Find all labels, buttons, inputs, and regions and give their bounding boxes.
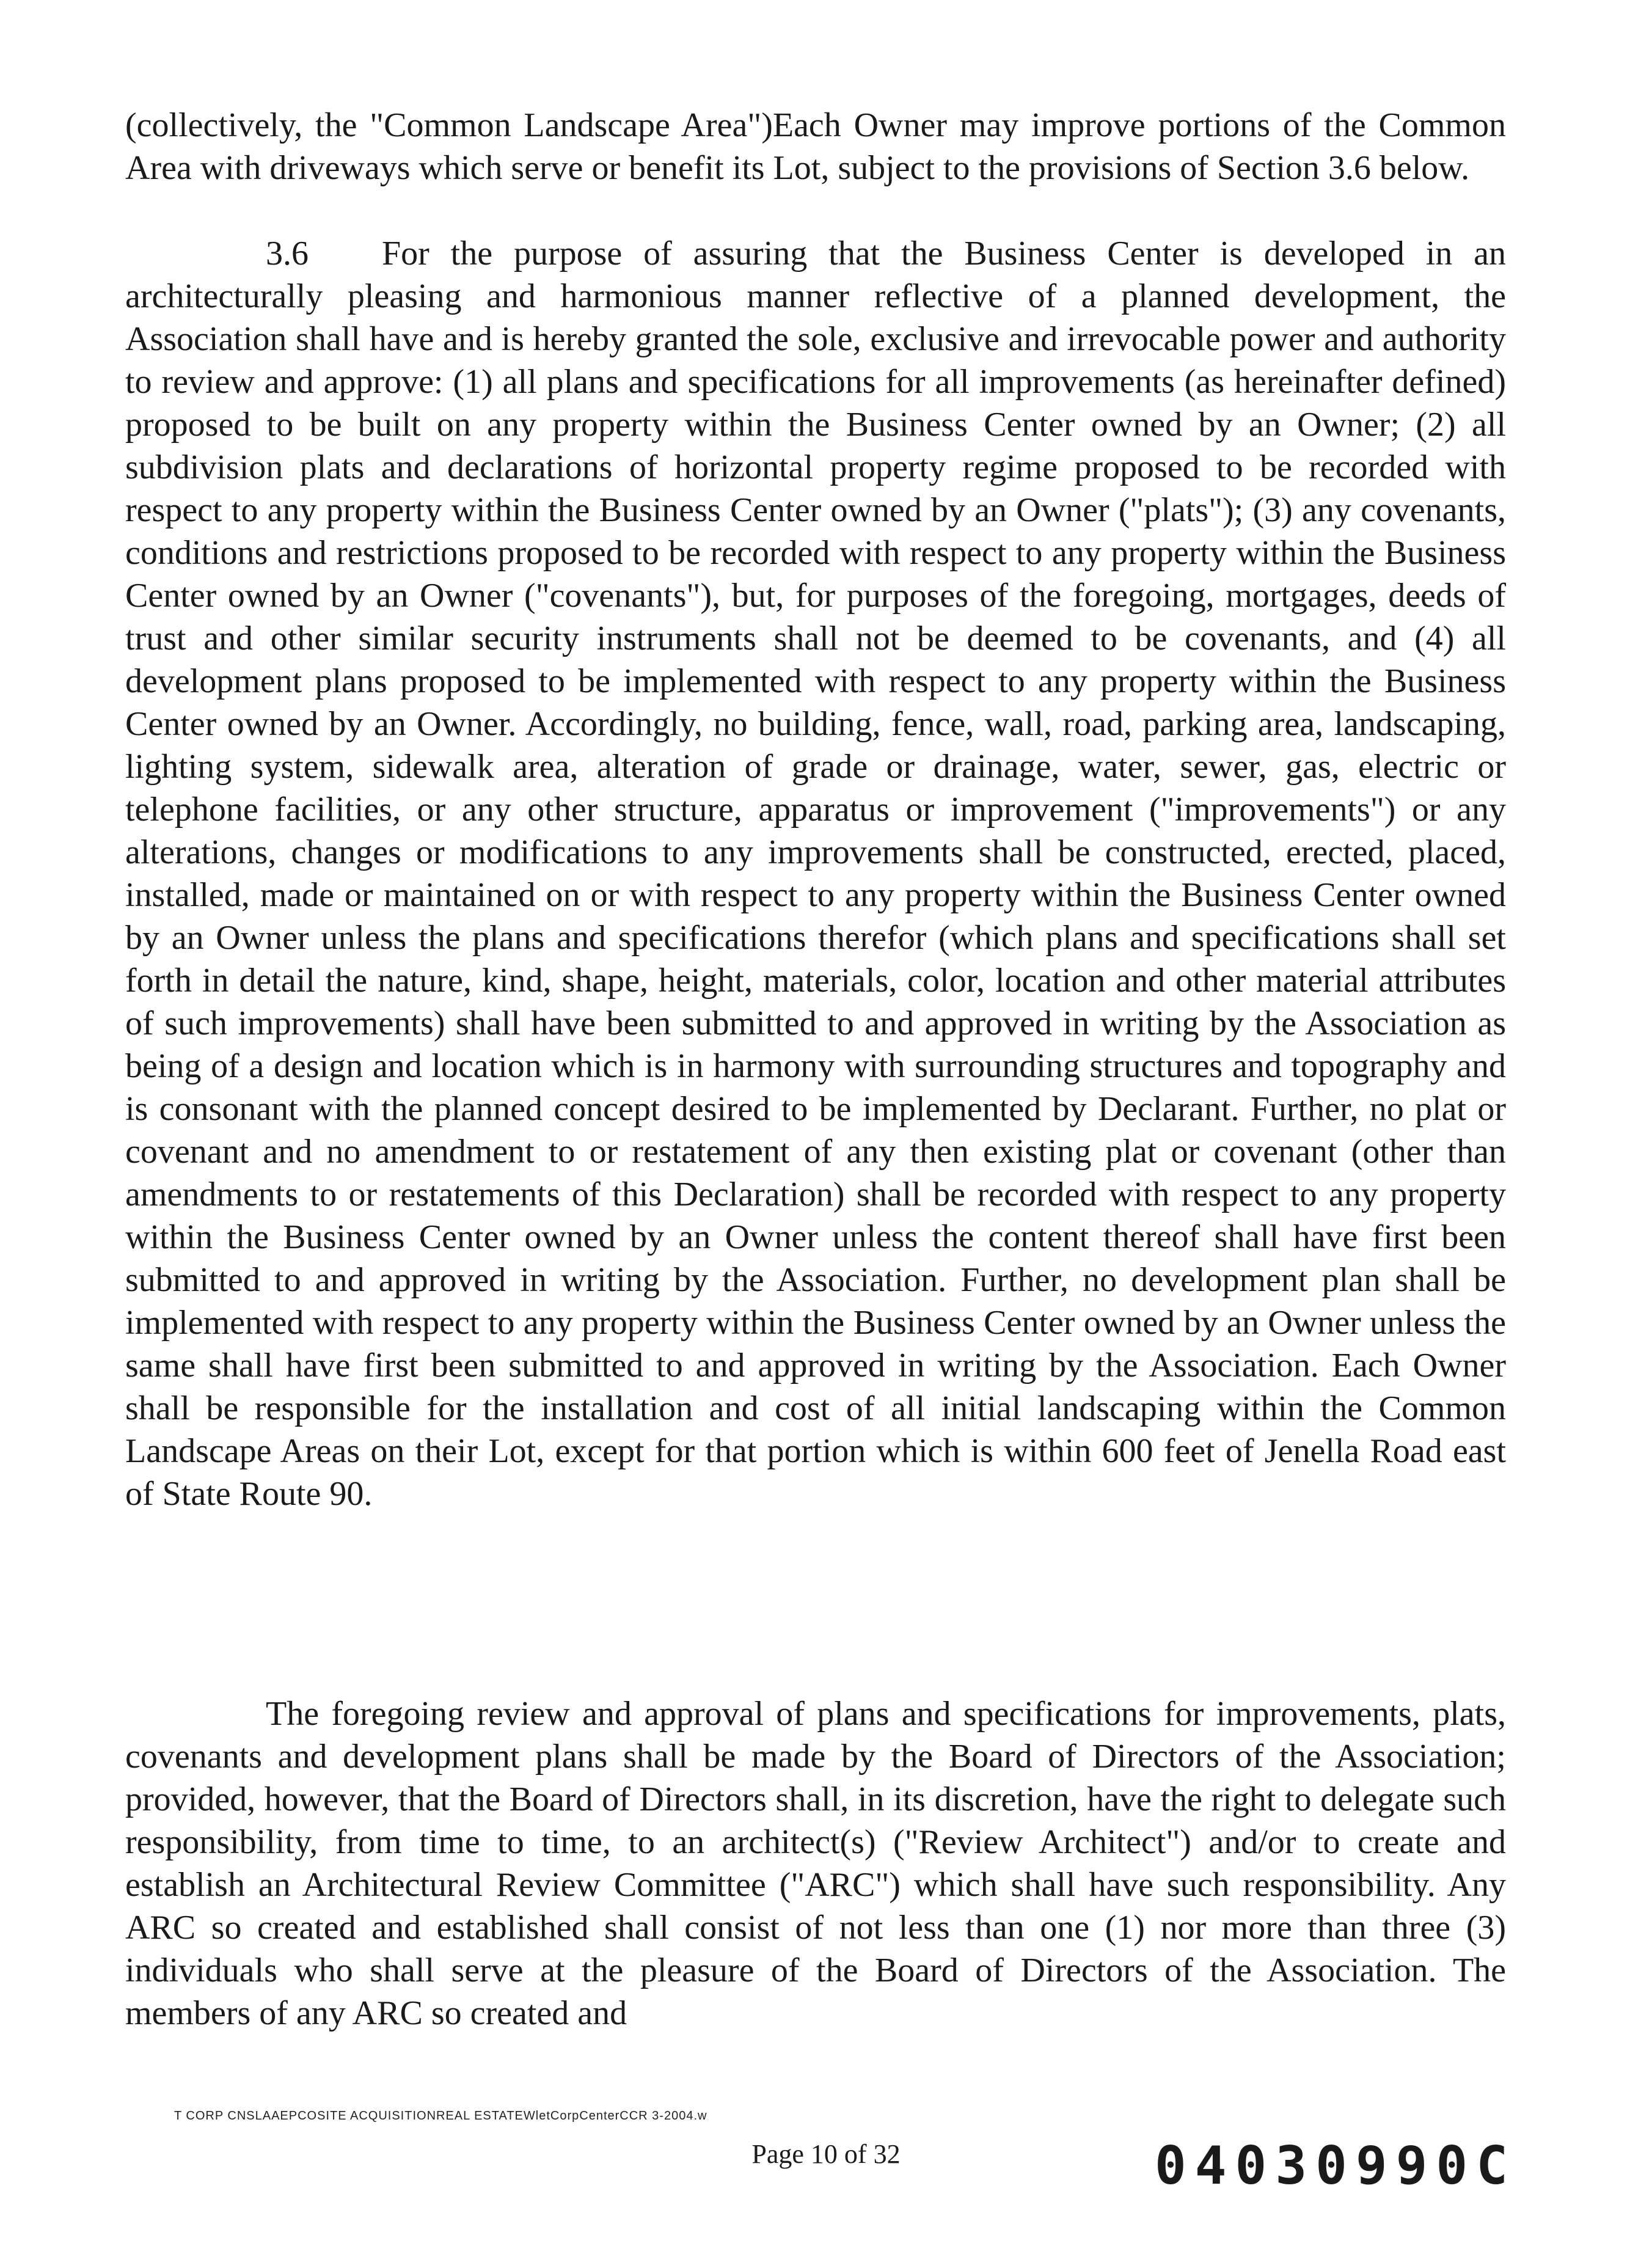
- review-paragraph: The foregoing review and approval of plans and specifications for improvements, plats, covenants and development plans shall be made by the Board of Directors of the Association; provided, however, that the Board of Directors shall, in its discretion, have the right to delegate such responsibility, from time to time, to an architect(s) ("Review Architect") and/or to create and establish an Architectural Review Committee ("ARC") which shall have such responsibility. Any ARC so created and established shall consist of not less than one (1) nor more than three (3) individuals who shall serve at the pleasure of the Board of Directors of the Association. The members of any ARC so created and: [125, 1695, 1506, 2032]
- document-control-number: 04030990C: [1155, 2135, 1516, 2197]
- page-number-label: Page 10 of 32: [751, 2139, 901, 2169]
- section-3-6-paragraph: [125, 232, 1506, 1515]
- intro-paragraph: (collectively, the "Common Landscape Area")Each Owner may improve portions of the Common Area with driveways which serve or benefit its Lot, subject to the provisions of Section 3.6 below.: [125, 106, 1506, 187]
- footer-file-path: T CORP CNSLAAEPCOSITE ACQUISITIONREAL ESTATEWletCorpCenterCCR 3-2004.w: [174, 2109, 707, 2123]
- section-number: 3.6: [266, 235, 309, 273]
- section-text: For the purpose of assuring that the Business Center is developed in an architecturally pleasing and harmonious manner reflective of a planned development, the Association shall have and is hereby granted the sole, exclusive and irrevocable power and authority to review and approve: (1) all plans and specifications for all improvements (as hereinafter defined) proposed to be built on any property within the Business Center owned by an Owner; (2) all subdivision plats and declarations of horizontal property regime proposed to be recorded with respect to any property within the Business Center owned by an Owner ("plats"); (3) any covenants, conditions and restrictions proposed to be recorded with respect to any property within the Business Center owned by an Owner ("covenants"), but, for purposes of the foregoing, mortgages, deeds of trust and other similar security instruments shall not be deemed to be covenants, and (4) all development plans proposed to be implemented with respect to any property within the Business Center owned by an Owner. Accordingly, no building, fence, wall, road, parking area, landscaping, lighting system, sidewalk area, alteration of grade or drainage, water, sewer, gas, electric or telephone facilities, or any other structure, apparatus or improvement ("improvements") or any alterations, changes or modifications to any improvements shall be constructed, erected, placed, installed, made or maintained on or with respect to any property within the Business Center owned by an Owner unless the plans and specifications therefor (which plans and specifications shall set forth in detail the nature, kind, shape, height, materials, color, location and other material attributes of such improvements) shall have been submitted to and approved in writing by the Association as being of a design and location which is in harmony with surrounding structures and topography and is consonant with the planned concept desired to be implemented by Declarant. Further, no plat or covenant and no amendment to or restatement of any then existing plat or covenant (other than amendments to or restatements of this Declaration) shall be recorded with respect to any property within the Business Center owned by an Owner unless the content thereof shall have first been submitted to and approved in writing by the Association. Further, no development plan shall be implemented with respect to any property within the Business Center owned by an Owner unless the same shall have first been submitted to and approved in writing by the Association. Each Owner shall be responsible for the installation and cost of all initial landscaping within the Common Landscape Areas on their Lot, except for that portion which is within 600 feet of Jenella Road east of State Route 90.: [125, 235, 1506, 1513]
